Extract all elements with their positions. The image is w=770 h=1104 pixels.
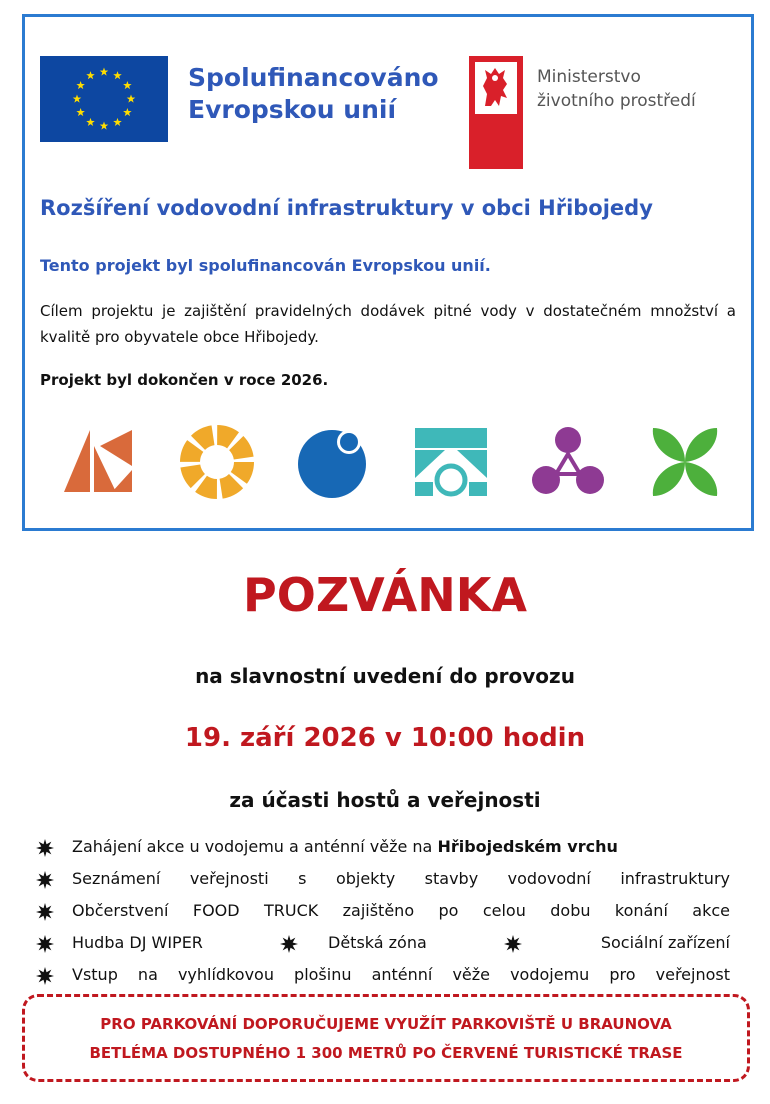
invitation-guests: za účasti hostů a veřejnosti [229,788,541,812]
list-item [36,864,730,896]
eu-star [113,118,122,126]
program-item-text: Vstup na vyhlídkovou plošinu anténní věže vodojemu pro veřejnost [72,965,730,984]
program-item-text: Seznámení veřejnosti s objekty stavby vodovodní infrastruktury [72,869,730,888]
eu-cofinanced-label [188,62,439,126]
green-leaves-icon [645,422,725,502]
eu-star [76,108,85,116]
program-item-text: Zahájení akce u vodojemu a anténní věže na [72,837,433,856]
cofinanced-statement: Tento projekt byl spolufinancován Evropskou unií. [40,256,491,275]
star-bullet-icon [36,871,54,889]
list-item [36,928,730,960]
program-item-bold: Hřibojedském vrchu [437,837,618,856]
project-goal: Cílem projektu je zajištění pravidelných dodávek pitné vody v dostatečném množství a kvalitě pro obyvatele obce Hřibojedy. [40,302,736,346]
eu-star [86,118,95,126]
parking-line1: PRO PARKOVÁNÍ DOPORUČUJEME VYUŽÍT PARKOVIŠTĚ U BRAUNOVA [100,1015,672,1033]
purple-triangle-icon [528,422,608,502]
eu-star [123,108,132,116]
program-item-text: Občerstvení FOOD TRUCK zajištěno po celou dobu konání akce [72,901,730,920]
eu-star [76,81,85,89]
ministry-line2: životního prostředí [537,91,696,111]
eu-text-line1: Spolufinancováno [188,63,439,92]
project-title: Rozšíření vodovodní infrastruktury v obci Hřibojedy [40,196,653,220]
invitation-subtitle: na slavnostní uvedení do provozu [195,664,575,688]
program-list [36,832,730,992]
parking-notice [22,994,750,1082]
star-bullet-icon [504,935,522,953]
eu-flag-icon [40,56,168,142]
teal-shapes-icon [411,422,491,502]
triangles-icon [60,422,140,502]
eu-star [100,122,109,130]
star-bullet-icon [36,839,54,857]
list-item [36,960,730,992]
star-bullet-icon [36,903,54,921]
program-item-text: Dětská zóna [328,933,427,952]
sun-ring-icon [177,422,257,502]
program-icons [40,422,736,502]
eu-text-line2: Evropskou unií [188,95,397,124]
eu-star [100,68,109,76]
star-bullet-icon [36,967,54,985]
program-item-text: Hudba DJ WIPER [72,933,203,952]
parking-line2: BETLÉMA DOSTUPNÉHO 1 300 METRŮ PO ČERVENÉ TURISTICKÉ TRASE [89,1044,683,1062]
star-bullet-icon [36,935,54,953]
eu-star [127,95,136,103]
project-completed: Projekt byl dokončen v roce 2026. [40,371,329,389]
event-date: 19. září 2026 v 10:00 hodin [184,723,586,753]
circle-moon-icon [294,422,374,502]
eu-star [86,71,95,79]
ministry-label [537,65,696,113]
czech-lion-emblem-icon [469,56,523,169]
invitation-title: POZVÁNKA [243,568,527,622]
list-item [36,832,730,864]
program-item-text: Sociální zařízení [600,933,730,952]
eu-star [73,95,82,103]
star-bullet-icon [280,935,298,953]
eu-star [123,81,132,89]
ministry-line1: Ministerstvo [537,67,641,87]
list-item [36,896,730,928]
eu-star [113,71,122,79]
